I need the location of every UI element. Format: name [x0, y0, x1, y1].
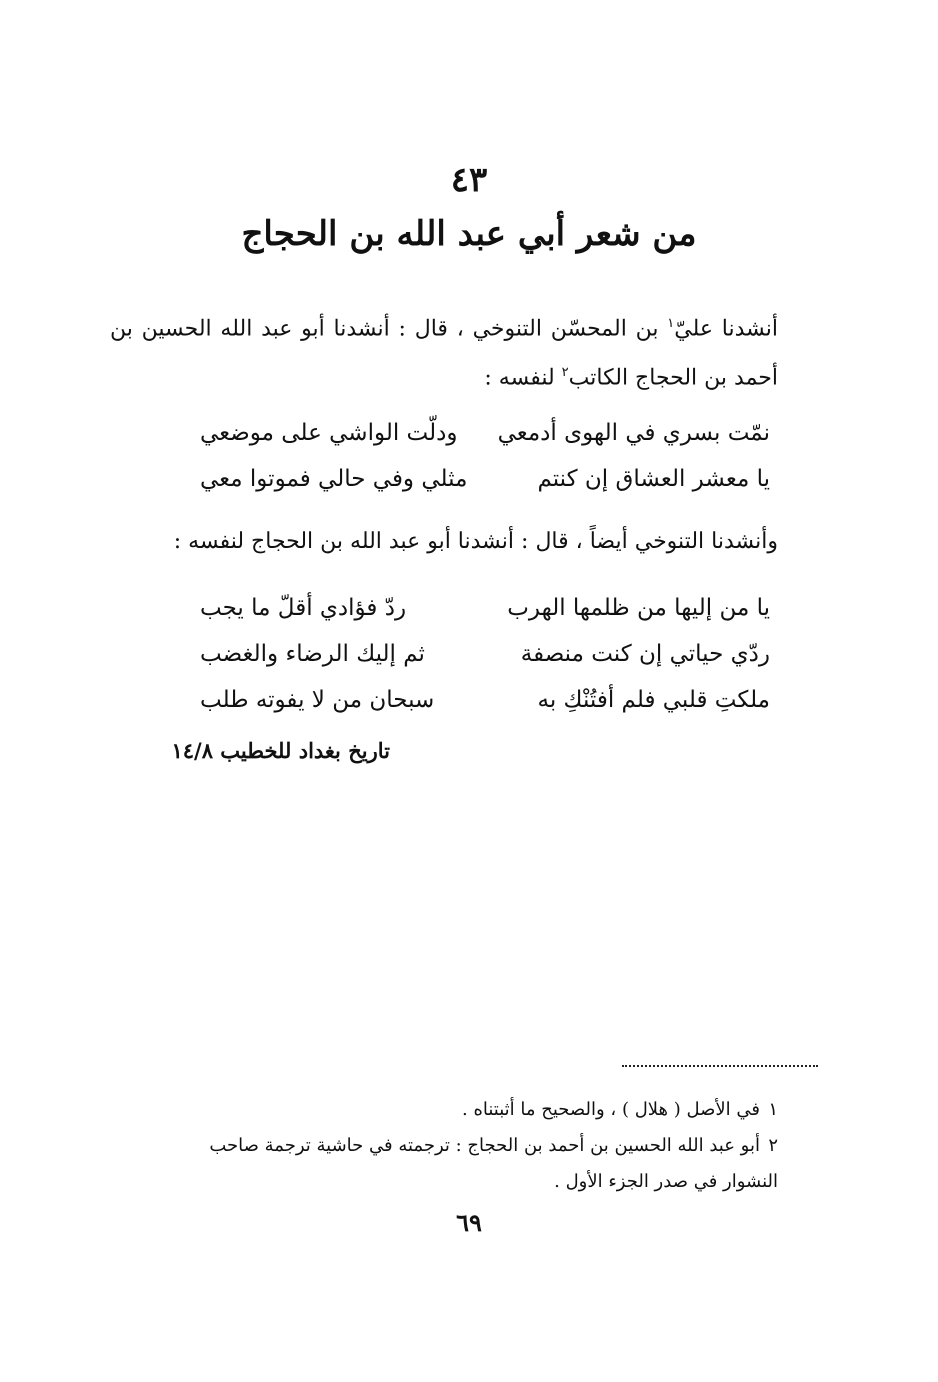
intro-text-part2: بن المحسّن التنوخي ، قال : أنشدنا أبو عبد الله الحسين بن أحمد بن الحجاج الكاتب [110, 316, 778, 391]
verse-first-hemistich: ردّي حياتي إن كنت منصفة [520, 641, 770, 667]
verse-line [200, 677, 770, 723]
section-number: ٤٣ [450, 160, 488, 200]
verse-second-hemistich: مثلي وفي حالي فموتوا معي [200, 466, 468, 492]
intro-text-part1: أنشدنا عليّ [674, 316, 779, 342]
verse-line [200, 585, 770, 631]
source-citation: تاريخ بغداد للخطيب ١٤/٨ [171, 738, 390, 763]
verse-line [200, 456, 770, 502]
verse-second-hemistich: سبحان من لا يفوته طلب [200, 687, 435, 713]
footnote-number: ١ [768, 1099, 778, 1120]
footnote-separator [622, 1065, 818, 1067]
verse-first-hemistich: يا معشر العشاق إن كنتم [537, 466, 770, 492]
footnotes [150, 1092, 778, 1200]
verse-first-hemistich: يا من إليها من ظلمها الهرب [507, 595, 770, 621]
second-paragraph: وأنشدنا التنوخي أيضاً ، قال : أنشدنا أبو عبد الله بن الحجاج لنفسه : [173, 529, 778, 554]
verse-second-hemistich: ودلّت الواشي على موضعي [200, 420, 458, 446]
verse-second-hemistich: ثم إليك الرضاء والغضب [200, 641, 425, 667]
page-number: ٦٩ [456, 1208, 482, 1237]
verse-first-hemistich: ملكتِ قلبي فلم أفتُنْكِ به [537, 687, 770, 713]
poem-2 [200, 585, 770, 723]
verse-first-hemistich: نمّت بسري في الهوى أدمعي [497, 420, 770, 446]
footnote-text: أبو عبد الله الحسين بن أحمد بن الحجاج : ترجمته في حاشية ترجمة صاحب النشوار في صدر الجزء الأول . [209, 1135, 778, 1192]
footnote-ref-2: ٢ [561, 365, 569, 381]
verse-line [200, 410, 770, 456]
footnote-text: في الأصل ( هلال ) ، والصحيح ما أثبتناه . [462, 1099, 760, 1120]
footnote-ref-1: ١ [667, 316, 675, 331]
footnote-2 [150, 1128, 778, 1200]
verse-second-hemistich: ردّ فؤادي أقلّ ما يجب [200, 595, 407, 621]
intro-text-part3: لنفسه : [484, 365, 562, 391]
intro-paragraph [110, 302, 778, 401]
poem-1 [200, 410, 770, 502]
section-title: من شعر أبي عبد الله بن الحجاج [241, 214, 697, 254]
verse-line [200, 631, 770, 677]
footnote-1 [150, 1092, 778, 1128]
footnote-number: ٢ [768, 1135, 778, 1156]
